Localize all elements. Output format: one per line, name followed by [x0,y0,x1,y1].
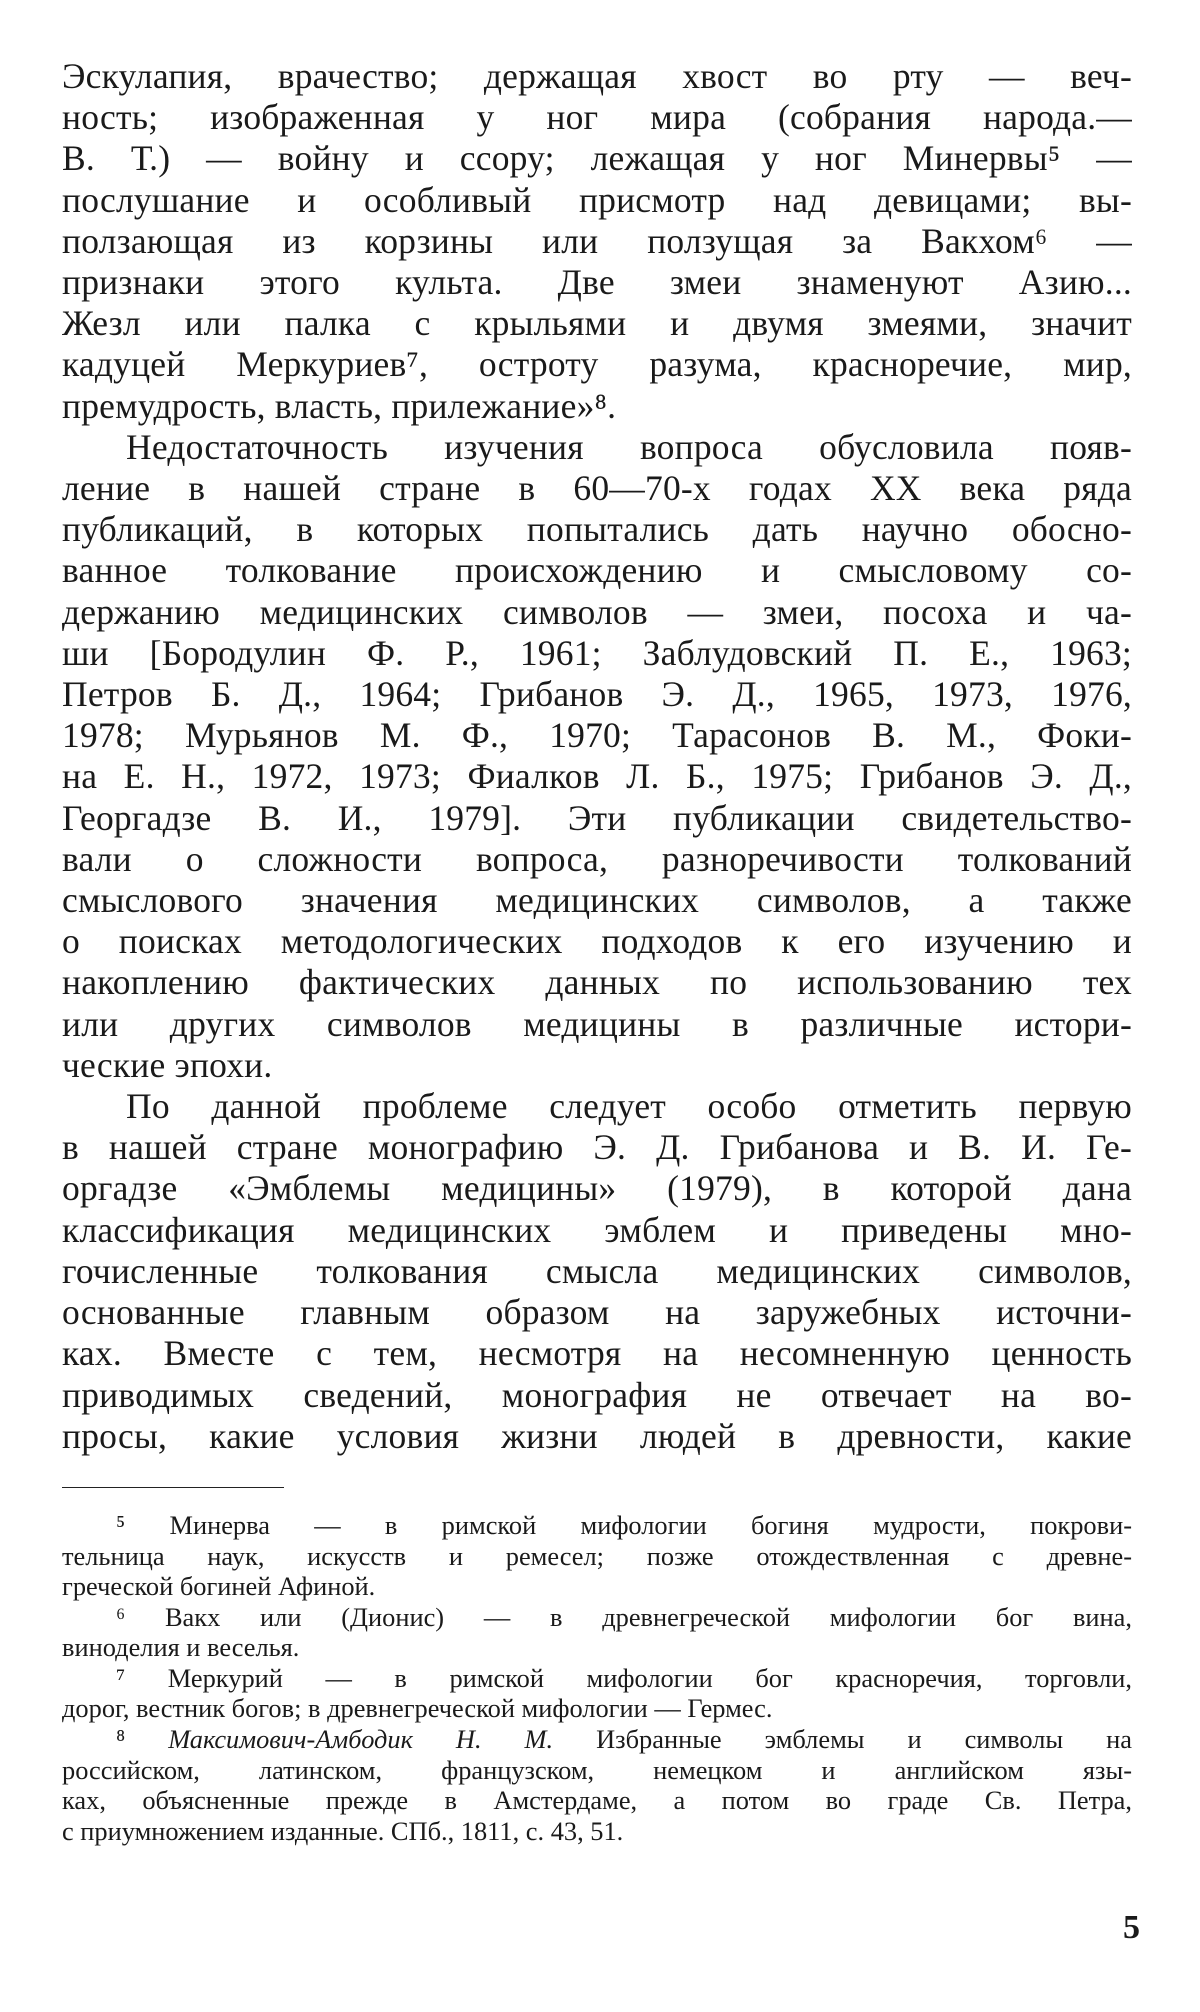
page [62,56,1132,1846]
footnote-line: российском, латинском, французском, немецком и английском язы- [62,1754,1132,1785]
text-line: приводимых сведений, монография не отвечает на во- [62,1374,1132,1415]
footnote-8 [62,1724,1132,1846]
text-line: гочисленные толкования смысла медицинских символов, [62,1250,1132,1291]
footnote-line: ⁷ Меркурий — в римской мифологии бог красноречия, торговли, [116,1662,1132,1693]
text-line: вали о сложности вопроса, разноречивости толкований [62,838,1132,879]
text-line: ческие эпохи. [62,1044,273,1085]
paragraph-continuation [62,56,1132,427]
text-line: Жезл или палка с крыльями и двумя змеями, значит [62,303,1132,344]
text-line: По данной проблеме следует особо отметить первую [126,1086,1132,1127]
text-line: Петров Б. Д., 1964; Грибанов Э. Д., 1965, 1973, 1976, [62,674,1132,715]
text-line: В. Т.) — войну и ссору; лежащая у ног Минервы⁵ — [62,138,1132,179]
text-line: премудрость, власть, прилежание»⁸. [62,385,617,426]
text-line: кадуцей Меркуриев⁷, остроту разума, красноречие, мир, [62,344,1132,385]
text-line: 1978; Мурьянов М. Ф., 1970; Тарасонов В. М., Фоки- [62,715,1132,756]
footnote-line: дорог, вестник богов; в древнегреческой мифологии — Гермес. [62,1693,773,1724]
footnote-line: ⁶ Вакх или (Дионис) — в древнегреческой мифологии бог вина, [116,1601,1132,1632]
body-text [62,56,1132,1457]
page-number: 5 [1123,1909,1140,1946]
footnote-5 [62,1510,1132,1602]
footnote-line: греческой богиней Афиной. [62,1571,376,1602]
footnotes [62,1510,1132,1847]
text-line: Эскулапия, врачество; держащая хвост во рту — веч- [62,56,1132,96]
text-line: держанию медицинских символов — змеи, посоха и ча- [62,591,1132,632]
text-line: Георгадзе В. И., 1979]. Эти публикации свидетельство- [62,797,1132,838]
text-line: на Е. Н., 1972, 1973; Фиалков Л. Б., 1975; Грибанов Э. Д., [62,756,1132,797]
footnote-line: тельница наук, искусств и ремесел; позже отождествленная с древне- [62,1540,1132,1571]
text-line: публикаций, в которых попытались дать научно обосно- [62,509,1132,550]
footnote-line: ⁵ Минерва — в римской мифологии богиня мудрости, покрови- [116,1509,1132,1540]
paragraph-monograph [62,1086,1132,1457]
footnote-line: виноделия и веселья. [62,1632,300,1663]
text-line: ванное толкование происхождению и смысловому со- [62,550,1132,591]
footnote-6 [62,1602,1132,1663]
text-line: или других символов медицины в различные истори- [62,1003,1132,1044]
text-line: признаки этого культа. Две змеи знаменуют Азию... [62,262,1132,303]
text-line: основанные главным образом на заружебных источни- [62,1292,1132,1333]
text-line: ках. Вместе с тем, несмотря на несомненную ценность [62,1333,1132,1374]
author-name: Максимович-Амбодик Н. М. [168,1724,554,1755]
text-line: ность; изображенная у ног мира (собрания народа.— [62,97,1132,138]
text-line: оргадзе «Эмблемы медицины» (1979), в которой дана [62,1168,1132,1209]
text-line: ление в нашей стране в 60—70-х годах XX века ряда [62,468,1132,509]
text-line: накоплению фактических данных по использованию тех [62,962,1132,1003]
text-line: о поисках методологических подходов к его изучению и [62,921,1132,962]
text-line: просы, какие условия жизни людей в древности, какие [62,1415,1132,1456]
text-line: классификация медицинских эмблем и приведены мно- [62,1209,1132,1250]
footnote-7 [62,1663,1132,1724]
footnote-line: ках, объясненные прежде в Амстердаме, а потом во граде Св. Петра, [62,1785,1132,1816]
paragraph-research [62,427,1132,1086]
text-line: послушание и особливый присмотр над девицами; вы- [62,179,1132,220]
text-line: Недостаточность изучения вопроса обусловила появ- [126,426,1132,467]
text-line: в нашей стране монографию Э. Д. Грибанова и В. И. Ге- [62,1127,1132,1168]
footnote-line: ⁸ Максимович-Амбодик Н. М. Избранные эмблемы и символы на [116,1724,1132,1755]
text-line: смыслового значения медицинских символов, а также [62,880,1132,921]
text-line: ползающая из корзины или ползущая за Вакхом⁶ — [62,220,1132,261]
footnote-divider [62,1487,284,1488]
footnote-line: с приумножением изданные. СПб., 1811, с. 43, 51. [62,1815,624,1846]
text-line: ши [Бородулин Ф. Р., 1961; Заблудовский П. Е., 1963; [62,632,1132,673]
